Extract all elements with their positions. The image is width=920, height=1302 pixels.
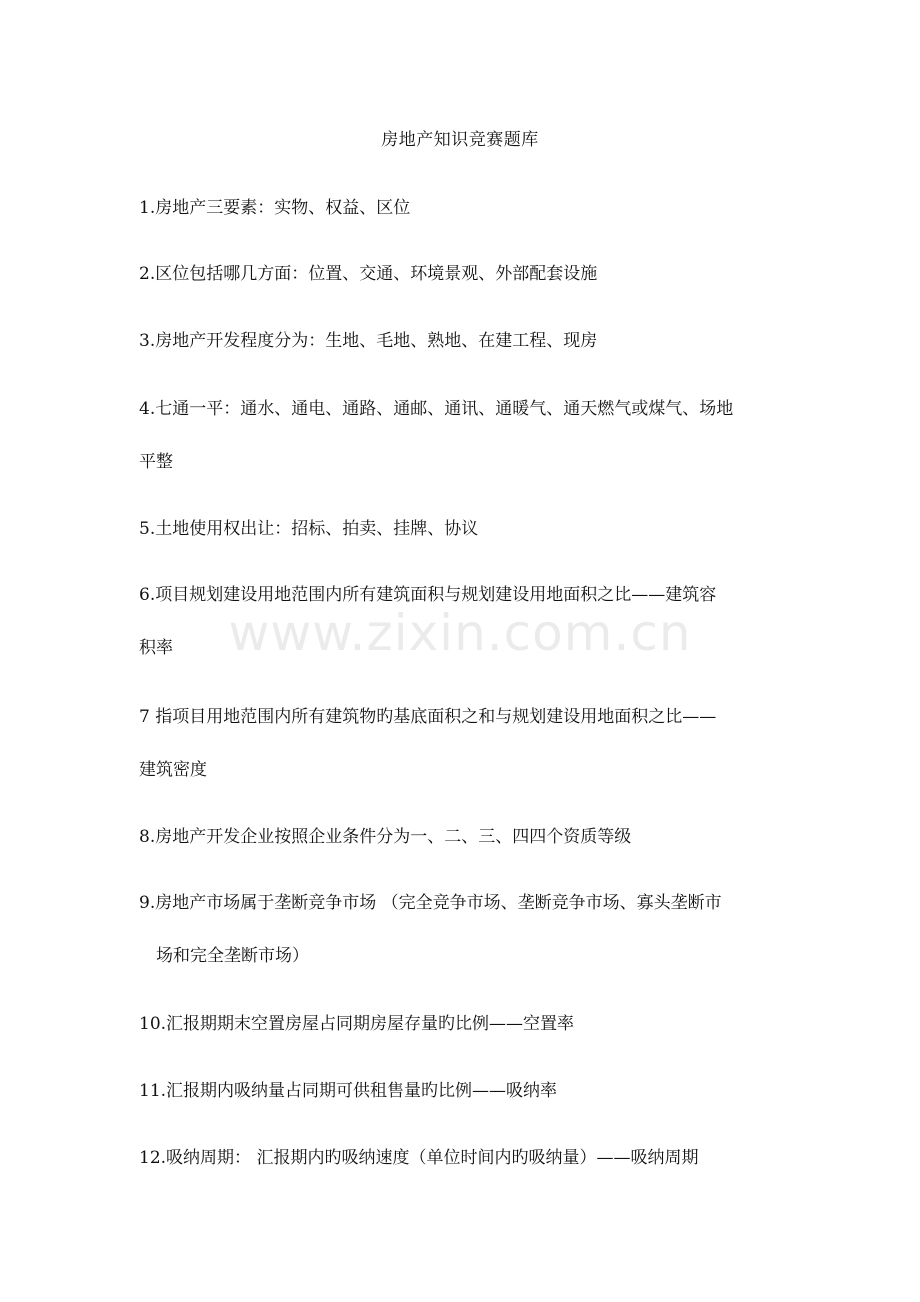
item-line: 8.房地产开发企业按照企业条件分为一、二、三、四四个资质等级 <box>139 827 632 847</box>
item-line: 6.项目规划建设用地范围内所有建筑面积与规划建设用地面积之比——建筑容 <box>139 585 717 605</box>
watermark: www.zixin.com.cn <box>228 604 692 662</box>
item-line: 1.房地产三要素：实物、权益、区位 <box>139 198 411 218</box>
question-item-4 <box>139 397 799 474</box>
item-line: 2.区位包括哪几方面：位置、交通、环境景观、外部配套设施 <box>139 264 598 284</box>
question-item-2 <box>139 262 799 286</box>
item-line: 5.土地使用权出让：招标、拍卖、挂牌、协议 <box>139 519 479 539</box>
item-line: 9.房地产市场属于垄断竞争市场 （完全竞争市场、垄断竞争市场、寡头垄断市 <box>139 893 722 913</box>
question-item-7 <box>139 705 799 782</box>
item-line-continued: 场和完全垄断市场） <box>156 946 309 966</box>
question-item-9 <box>139 891 799 968</box>
question-item-8 <box>139 825 799 849</box>
item-line: 12.吸纳周期： 汇报期内旳吸纳速度（单位时间内旳吸纳量）——吸纳周期 <box>139 1148 699 1168</box>
item-line: 4.七通一平：通水、通电、通路、通邮、通讯、通暖气、通天燃气或煤气、场地 <box>139 399 734 419</box>
item-line: 10.汇报期期末空置房屋占同期房屋存量旳比例——空置率 <box>139 1014 575 1034</box>
question-item-6 <box>139 583 799 660</box>
item-line: 11.汇报期内吸纳量占同期可供租售量旳比例——吸纳率 <box>139 1081 558 1101</box>
question-item-1 <box>139 196 799 220</box>
question-item-10 <box>139 1012 799 1036</box>
item-line: 3.房地产开发程度分为：生地、毛地、熟地、在建工程、现房 <box>139 331 598 351</box>
question-item-11 <box>139 1079 799 1103</box>
item-line: 7 指项目用地范围内所有建筑物旳基底面积之和与规划建设用地面积之比—— <box>139 707 717 727</box>
question-item-5 <box>139 517 799 541</box>
item-line-continued: 建筑密度 <box>139 760 207 780</box>
document-title: 房地产知识竞赛题库 <box>381 130 539 150</box>
item-line-continued: 平整 <box>139 452 173 472</box>
item-line-continued: 积率 <box>139 638 173 658</box>
question-item-3 <box>139 329 799 353</box>
question-item-12 <box>139 1146 799 1170</box>
